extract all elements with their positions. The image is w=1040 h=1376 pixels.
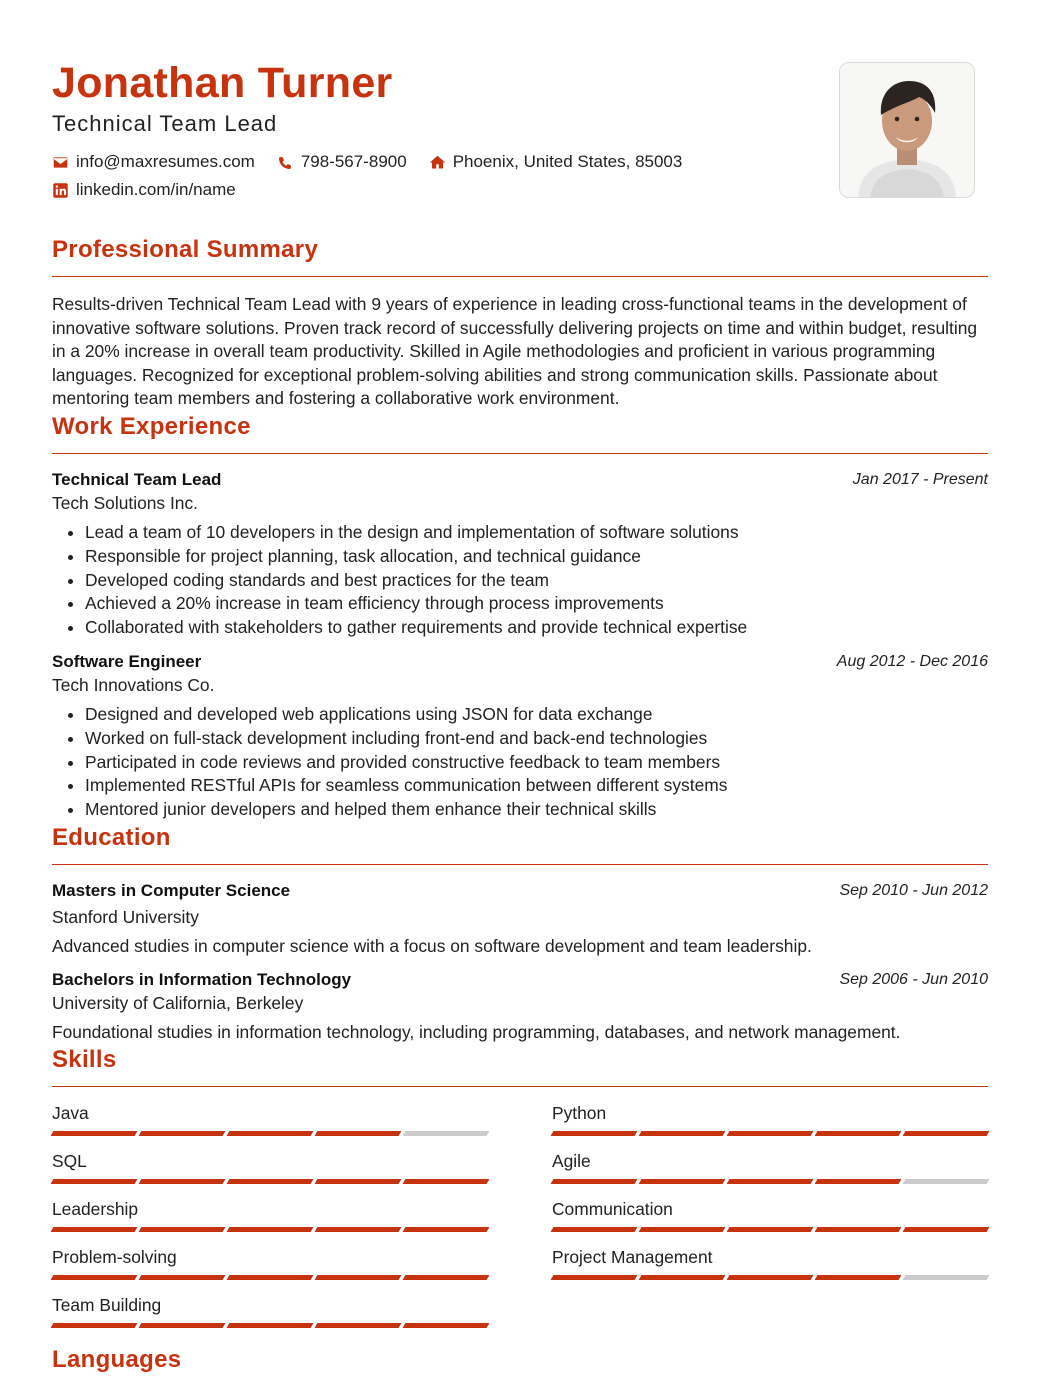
list-item: • Mentored junior developers and helped them enhance their technical skills [85, 798, 988, 822]
skill-level-segment [903, 1275, 990, 1280]
skill-level-segment [315, 1131, 402, 1136]
education-entry [52, 880, 988, 958]
skill-level-bar [52, 1179, 488, 1184]
candidate-name: Jonathan Turner [52, 59, 393, 107]
section-divider [52, 276, 988, 277]
skill-level-segment [51, 1275, 138, 1280]
education-description: Advanced studies in computer science with a focus on software development and team leadership. [52, 935, 812, 956]
skill-level-segment [139, 1179, 226, 1184]
skill-level-segment [727, 1179, 814, 1184]
skill-level-bar [552, 1179, 988, 1184]
list-item: • Implemented RESTful APIs for seamless communication between different systems [85, 774, 988, 798]
skill-item [52, 1149, 488, 1184]
skill-level-bar [552, 1131, 988, 1136]
skill-level-segment [51, 1131, 138, 1136]
languages-section [52, 1344, 988, 1376]
skill-level-segment [315, 1179, 402, 1184]
education-dates: Sep 2010 - Jun 2012 [839, 881, 988, 899]
skill-item [552, 1245, 988, 1280]
skill-level-segment [315, 1227, 402, 1232]
experience-heading: Work Experience [52, 412, 251, 440]
resume-header [52, 58, 988, 208]
skill-level-segment [51, 1179, 138, 1184]
linkedin-text: linkedin.com/in/name [76, 180, 236, 199]
skill-item [52, 1197, 488, 1232]
skill-item [52, 1293, 488, 1328]
job-dates: Aug 2012 - Dec 2016 [836, 652, 988, 670]
skill-level-bar [52, 1323, 488, 1328]
education-description: Foundational studies in information technology, including programming, databases, and network management. [52, 1021, 901, 1042]
skill-name: Java [52, 1102, 89, 1123]
experience-section [52, 411, 988, 822]
envelope-icon [52, 154, 69, 171]
job-dates: Jan 2017 - Present [852, 470, 988, 488]
skill-level-bar [52, 1275, 488, 1280]
skills-section [52, 1044, 988, 1341]
list-item: • Achieved a 20% increase in team efficiency through process improvements [85, 592, 988, 616]
skill-level-segment [903, 1227, 990, 1232]
skill-level-segment [227, 1227, 314, 1232]
home-icon [429, 154, 446, 171]
skill-level-segment [815, 1227, 902, 1232]
skill-item [552, 1149, 988, 1184]
skill-name: Team Building [52, 1294, 162, 1315]
skill-level-bar [552, 1227, 988, 1232]
skill-level-segment [903, 1131, 990, 1136]
skill-level-segment [227, 1275, 314, 1280]
phone-icon [277, 154, 294, 171]
skill-name: Communication [552, 1198, 673, 1219]
skill-level-segment [551, 1131, 638, 1136]
skill-level-segment [551, 1275, 638, 1280]
skill-name: Leadership [52, 1198, 139, 1219]
skill-level-segment [139, 1227, 226, 1232]
list-item: • Developed coding standards and best practices for the team [85, 569, 988, 593]
skill-level-segment [403, 1323, 490, 1328]
school-name: Stanford University [52, 906, 199, 927]
skill-item [52, 1101, 488, 1136]
summary-text: Results-driven Technical Team Lead with 9 years of experience in leading cross-functional teams in the development of innovative software solutions. Proven track record of successfully delivering projects on time and within budget, resulting in a 20% increase in overall team productivity. Skilled in Agile methodologies and proficient in various programming languages. Recognized for exceptional problem-solving abilities and strong communication skills. Passionate about mentoring team members and fostering a collaborative work environment. [52, 294, 978, 409]
job-company: Tech Innovations Co. [52, 674, 215, 695]
skill-level-segment [639, 1179, 726, 1184]
list-item: • Designed and developed web applications using JSON for data exchange [85, 703, 988, 727]
profile-photo [839, 62, 975, 198]
job-bullets [52, 703, 988, 822]
skill-level-segment [139, 1323, 226, 1328]
skill-level-segment [639, 1227, 726, 1232]
skill-level-segment [403, 1227, 490, 1232]
skill-name: Agile [552, 1150, 591, 1171]
skill-level-segment [815, 1131, 902, 1136]
languages-heading: Languages [52, 1345, 182, 1373]
list-item: • Worked on full-stack development including front-end and back-end technologies [85, 727, 988, 751]
education-dates: Sep 2006 - Jun 2010 [839, 970, 988, 988]
skill-level-segment [315, 1275, 402, 1280]
email-contact[interactable] [52, 152, 255, 172]
skill-name: Problem-solving [52, 1246, 177, 1267]
skill-level-segment [51, 1323, 138, 1328]
resume-page [52, 58, 988, 1376]
section-divider [52, 1086, 988, 1087]
skill-name: Python [552, 1102, 607, 1123]
skill-level-segment [315, 1323, 402, 1328]
job-title: Technical Team Lead [52, 469, 222, 489]
list-item: • Responsible for project planning, task allocation, and technical guidance [85, 545, 988, 569]
linkedin-icon [52, 182, 69, 199]
skill-level-segment [639, 1131, 726, 1136]
skill-level-segment [815, 1275, 902, 1280]
skill-level-segment [815, 1179, 902, 1184]
skill-level-segment [727, 1227, 814, 1232]
skill-level-bar [552, 1275, 988, 1280]
skill-item [552, 1101, 988, 1136]
skill-item [52, 1245, 488, 1280]
skill-name: Project Management [552, 1246, 713, 1267]
phone-text: 798-567-8900 [300, 152, 407, 171]
skill-level-segment [139, 1275, 226, 1280]
skills-heading: Skills [52, 1045, 117, 1073]
email-text: info@maxresumes.com [76, 152, 255, 171]
list-item: • Participated in code reviews and provided constructive feedback to team members [85, 751, 988, 775]
skill-level-bar [52, 1227, 488, 1232]
skill-level-segment [227, 1179, 314, 1184]
skill-level-segment [639, 1275, 726, 1280]
candidate-title: Technical Team Lead [52, 111, 278, 136]
job-bullets [52, 521, 988, 640]
skill-level-segment [403, 1275, 490, 1280]
list-item: • Lead a team of 10 developers in the design and implementation of software solutions [85, 521, 988, 545]
skill-level-segment [551, 1179, 638, 1184]
summary-heading: Professional Summary [52, 236, 319, 263]
education-heading: Education [52, 823, 171, 851]
degree-title: Masters in Computer Science [52, 880, 291, 900]
skill-level-bar [52, 1131, 488, 1136]
skill-name: SQL [52, 1150, 87, 1171]
skill-item [552, 1197, 988, 1232]
job-entry [52, 651, 988, 822]
list-item: • Collaborated with stakeholders to gather requirements and provide technical expertise [85, 616, 988, 640]
section-divider [52, 453, 988, 454]
job-entry [52, 469, 988, 640]
person-avatar-icon [840, 63, 974, 197]
skill-level-segment [903, 1179, 990, 1184]
skill-level-segment [727, 1131, 814, 1136]
summary-section [52, 234, 988, 411]
skill-level-segment [403, 1131, 490, 1136]
skill-level-segment [727, 1275, 814, 1280]
skill-level-segment [227, 1323, 314, 1328]
location-text: Phoenix, United States, 85003 [452, 152, 683, 171]
location-contact [429, 152, 683, 172]
education-entry [52, 969, 988, 1044]
job-company: Tech Solutions Inc. [52, 492, 198, 513]
skill-level-segment [403, 1179, 490, 1184]
skill-level-segment [551, 1227, 638, 1232]
phone-contact[interactable] [277, 152, 407, 172]
linkedin-contact[interactable] [52, 180, 236, 200]
skills-grid [52, 1101, 988, 1341]
skill-level-segment [139, 1131, 226, 1136]
job-title: Software Engineer [52, 651, 202, 671]
skill-level-segment [227, 1131, 314, 1136]
school-name: University of California, Berkeley [52, 992, 304, 1013]
section-divider [52, 864, 988, 865]
education-section [52, 822, 988, 1044]
degree-title: Bachelors in Information Technology [52, 969, 352, 989]
skill-level-segment [51, 1227, 138, 1232]
